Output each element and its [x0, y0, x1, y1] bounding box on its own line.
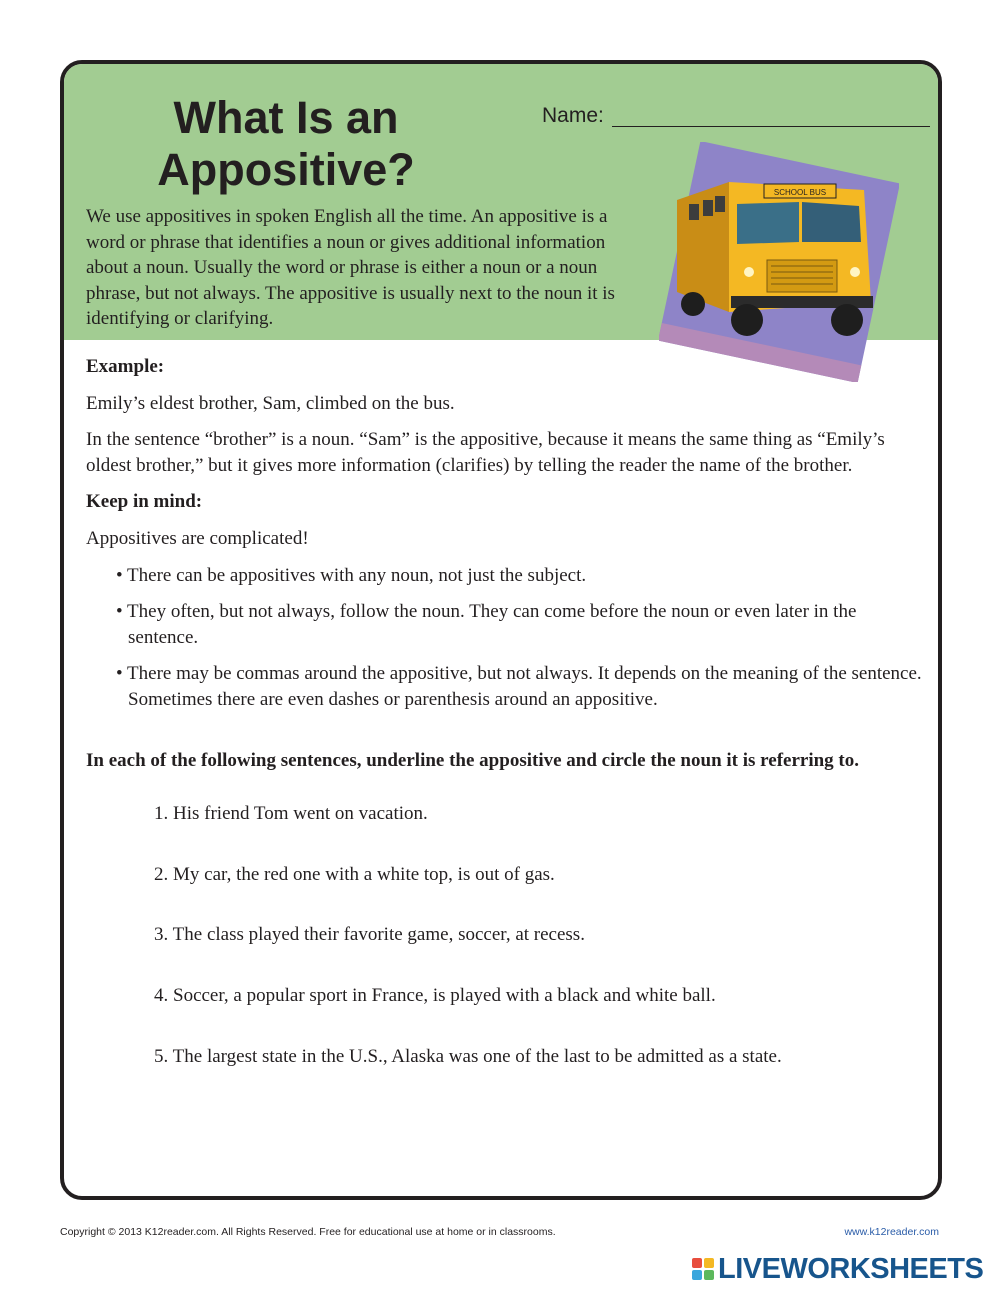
question-list [86, 801, 926, 1069]
worksheet-body [86, 354, 926, 1069]
liveworksheets-blocks-icon [692, 1258, 714, 1280]
example-explanation: In the sentence “brother” is a noun. “Sam” is the appositive, because it means the same thing as “Emily’s oldest brother,” but it gives more information (clarifies) by telling the reader the name of the brother. [86, 429, 885, 476]
bullet-item: • There may be commas around the appositive, but not always. It depends on the meaning of the sentence. Sometimes there are even dashes or parenthesis around an appositive. [116, 663, 922, 710]
bullet-list [86, 563, 926, 713]
liveworksheets-logo[interactable] [692, 1254, 983, 1284]
example-sentence: Emily’s eldest brother, Sam, climbed on the bus. [86, 392, 455, 414]
question-item[interactable]: 1. His friend Tom went on vacation. [154, 803, 428, 825]
keep-in-mind-heading: Keep in mind: [86, 491, 203, 513]
question-item[interactable]: 3. The class played their favorite game, soccer, at recess. [154, 924, 585, 946]
intro-paragraph: We use appositives in spoken English all the time. An appositive is a word or phrase that identifies a noun or gives additional information about a noun. Usually the word or phrase is either a noun or a noun phrase, but not always. The appositive is usually next to the noun it is identifying or clarifying. [86, 206, 615, 330]
question-item[interactable]: 5. The largest state in the U.S., Alaska was one of the last to be admitted as a state. [154, 1045, 782, 1067]
question-item[interactable]: 2. My car, the red one with a white top, is out of gas. [154, 863, 555, 885]
bullet-item: • They often, but not always, follow the noun. They can come before the noun or even later in the sentence. [116, 601, 857, 648]
instructions: In each of the following sentences, underline the appositive and circle the noun it is referring to. [86, 749, 859, 771]
liveworksheets-logo-text: LIVEWORKSHEETS [718, 1252, 984, 1285]
title-line-2: Appositive? [157, 144, 415, 195]
copyright-text: Copyright © 2013 K12reader.com. All Rights Reserved. Free for educational use at home or in classrooms. [60, 1226, 556, 1238]
name-field-line[interactable] [612, 126, 930, 127]
school-bus-image [659, 142, 899, 382]
k12reader-link[interactable]: www.k12reader.com [844, 1226, 939, 1238]
title-line-1: What Is an [173, 92, 399, 143]
name-label: Name: [542, 104, 604, 127]
page-title [126, 92, 446, 196]
example-heading: Example: [86, 356, 165, 377]
bullet-item: • There can be appositives with any noun, not just the subject. [116, 564, 587, 586]
bus-sign-text: SCHOOL BUS [773, 188, 827, 197]
keep-in-mind-intro: Appositives are complicated! [86, 527, 309, 549]
worksheet-frame [60, 60, 942, 1200]
question-item[interactable]: 4. Soccer, a popular sport in France, is played with a black and white ball. [154, 984, 716, 1006]
